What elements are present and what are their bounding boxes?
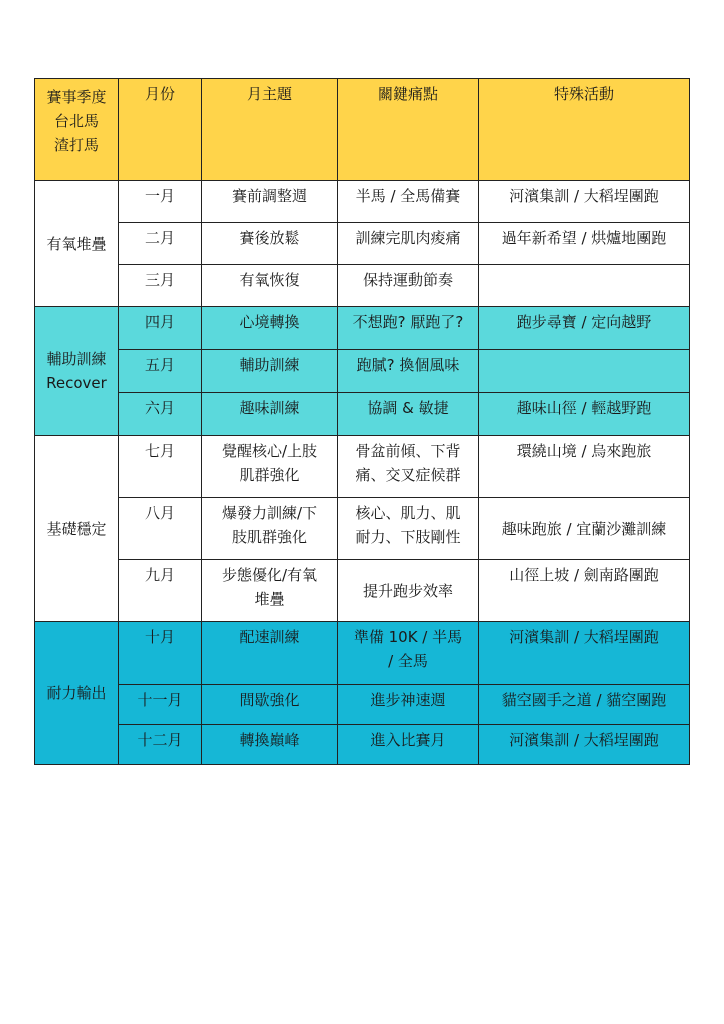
pain-line: 準備 10K / 半馬 — [353, 628, 463, 646]
activity-cell — [479, 725, 690, 765]
pain-line: 提升跑步效率 — [362, 581, 453, 600]
pain-line: 核心、肌力、肌 — [355, 504, 461, 522]
month-cell: 十二月 — [119, 725, 202, 765]
activity-cell — [479, 350, 690, 393]
pain-cell — [338, 181, 479, 223]
pain-line: 保持運動節奏 — [362, 271, 453, 289]
month-cell: 十月 — [119, 622, 202, 685]
activity-line: 趣味跑旅 / 宜蘭沙灘訓練 — [501, 519, 667, 538]
pain-cell — [338, 725, 479, 765]
season-label: Recover — [46, 374, 107, 392]
theme-line: 心境轉換 — [239, 313, 300, 331]
table-row — [35, 498, 690, 560]
header-month: 月份 — [119, 79, 202, 181]
theme-line: 肌群強化 — [239, 466, 300, 484]
season-cell — [35, 622, 119, 765]
theme-cell — [202, 498, 338, 560]
theme-line: 配速訓練 — [239, 628, 300, 646]
training-schedule-table — [34, 78, 690, 765]
theme-cell — [202, 622, 338, 685]
activity-cell — [479, 393, 690, 436]
activity-line: 山徑上坡 / 劍南路團跑 — [509, 566, 659, 584]
season-cell — [35, 436, 119, 622]
pain-cell — [338, 560, 479, 622]
season-label: 基礎穩定 — [46, 519, 107, 538]
activity-cell — [479, 265, 690, 307]
table-row — [35, 223, 690, 265]
pain-line: 半馬 / 全馬備賽 — [355, 187, 461, 205]
pain-line: 耐力、下肢剛性 — [355, 528, 461, 546]
activity-line: 河濱集訓 / 大稻埕團跑 — [509, 628, 659, 646]
theme-cell — [202, 265, 338, 307]
pain-line: 跑膩? 換個風味 — [356, 356, 460, 374]
theme-line: 堆疊 — [254, 590, 285, 608]
theme-cell — [202, 560, 338, 622]
season-cell — [35, 307, 119, 436]
theme-cell — [202, 350, 338, 393]
pain-cell — [338, 498, 479, 560]
table-row — [35, 350, 690, 393]
theme-line: 有氧恢復 — [239, 271, 300, 289]
activity-cell — [479, 685, 690, 725]
activity-cell — [479, 307, 690, 350]
month-cell: 十一月 — [119, 685, 202, 725]
activity-cell — [479, 622, 690, 685]
theme-line: 步態優化/有氧 — [221, 566, 318, 584]
activity-line: 趣味山徑 / 輕越野跑 — [516, 399, 652, 417]
pain-line: 痛、交叉症候群 — [355, 466, 461, 484]
theme-line: 覺醒核心/上肢 — [221, 442, 318, 460]
theme-cell — [202, 223, 338, 265]
month-cell: 一月 — [119, 181, 202, 223]
activity-line: 環繞山境 / 烏來跑旅 — [516, 442, 652, 460]
pain-line: 不想跑? 厭跑了? — [352, 313, 464, 331]
season-label: 耐力輸出 — [46, 684, 107, 702]
pain-cell — [338, 436, 479, 498]
month-cell: 九月 — [119, 560, 202, 622]
season-label: 有氧堆疊 — [46, 234, 107, 253]
activity-line: 貓空國手之道 / 貓空團跑 — [501, 691, 667, 709]
header-season — [35, 79, 119, 181]
theme-cell — [202, 181, 338, 223]
header-theme: 月主題 — [202, 79, 338, 181]
theme-line: 輔助訓練 — [239, 356, 300, 374]
header-season-line: 賽事季度 — [46, 88, 107, 106]
pain-line: / 全馬 — [388, 652, 428, 670]
pain-cell — [338, 307, 479, 350]
table-row — [35, 181, 690, 223]
theme-cell — [202, 685, 338, 725]
pain-cell — [338, 223, 479, 265]
header-special-activity: 特殊活動 — [479, 79, 690, 181]
month-cell: 三月 — [119, 265, 202, 307]
month-cell: 七月 — [119, 436, 202, 498]
theme-line: 賽後放鬆 — [239, 229, 300, 247]
theme-cell — [202, 393, 338, 436]
month-cell: 八月 — [119, 498, 202, 560]
theme-cell — [202, 436, 338, 498]
theme-line: 趣味訓練 — [239, 399, 300, 417]
table-row — [35, 622, 690, 685]
activity-cell — [479, 181, 690, 223]
pain-line: 骨盆前傾、下背 — [355, 442, 461, 460]
header-pain-point: 關鍵痛點 — [338, 79, 479, 181]
theme-cell — [202, 307, 338, 350]
month-cell: 六月 — [119, 393, 202, 436]
theme-line: 間歇強化 — [239, 691, 300, 709]
activity-line: 河濱集訓 / 大稻埕團跑 — [509, 731, 659, 749]
season-cell — [35, 181, 119, 307]
pain-line: 訓練完肌肉痠痛 — [355, 229, 461, 247]
activity-cell — [479, 223, 690, 265]
month-cell: 五月 — [119, 350, 202, 393]
activity-line: 過年新希望 / 烘爐地團跑 — [501, 229, 667, 247]
activity-cell — [479, 436, 690, 498]
season-label: 輔助訓練 — [46, 350, 107, 368]
pain-cell — [338, 622, 479, 685]
theme-cell — [202, 725, 338, 765]
activity-line: 跑步尋寶 / 定向越野 — [516, 313, 652, 331]
table-row — [35, 393, 690, 436]
month-cell: 二月 — [119, 223, 202, 265]
table-row — [35, 436, 690, 498]
table-row — [35, 685, 690, 725]
activity-line: 河濱集訓 / 大稻埕團跑 — [509, 187, 659, 205]
theme-line: 肢肌群強化 — [231, 528, 307, 546]
pain-cell — [338, 265, 479, 307]
table-row — [35, 560, 690, 622]
pain-line: 進步神速週 — [370, 691, 446, 709]
header-season-line: 渣打馬 — [53, 136, 99, 154]
month-cell: 四月 — [119, 307, 202, 350]
theme-line: 爆發力訓練/下 — [221, 504, 318, 522]
pain-line: 協調 & 敏捷 — [367, 399, 449, 417]
table-header-row — [35, 79, 690, 181]
activity-cell — [479, 560, 690, 622]
header-season-line: 台北馬 — [53, 112, 99, 130]
activity-cell — [479, 498, 690, 560]
pain-line: 進入比賽月 — [370, 731, 446, 749]
table-row — [35, 265, 690, 307]
theme-line: 轉換巔峰 — [239, 731, 300, 749]
table-row — [35, 307, 690, 350]
pain-cell — [338, 393, 479, 436]
table-row — [35, 725, 690, 765]
pain-cell — [338, 685, 479, 725]
pain-cell — [338, 350, 479, 393]
theme-line: 賽前調整週 — [231, 187, 307, 205]
